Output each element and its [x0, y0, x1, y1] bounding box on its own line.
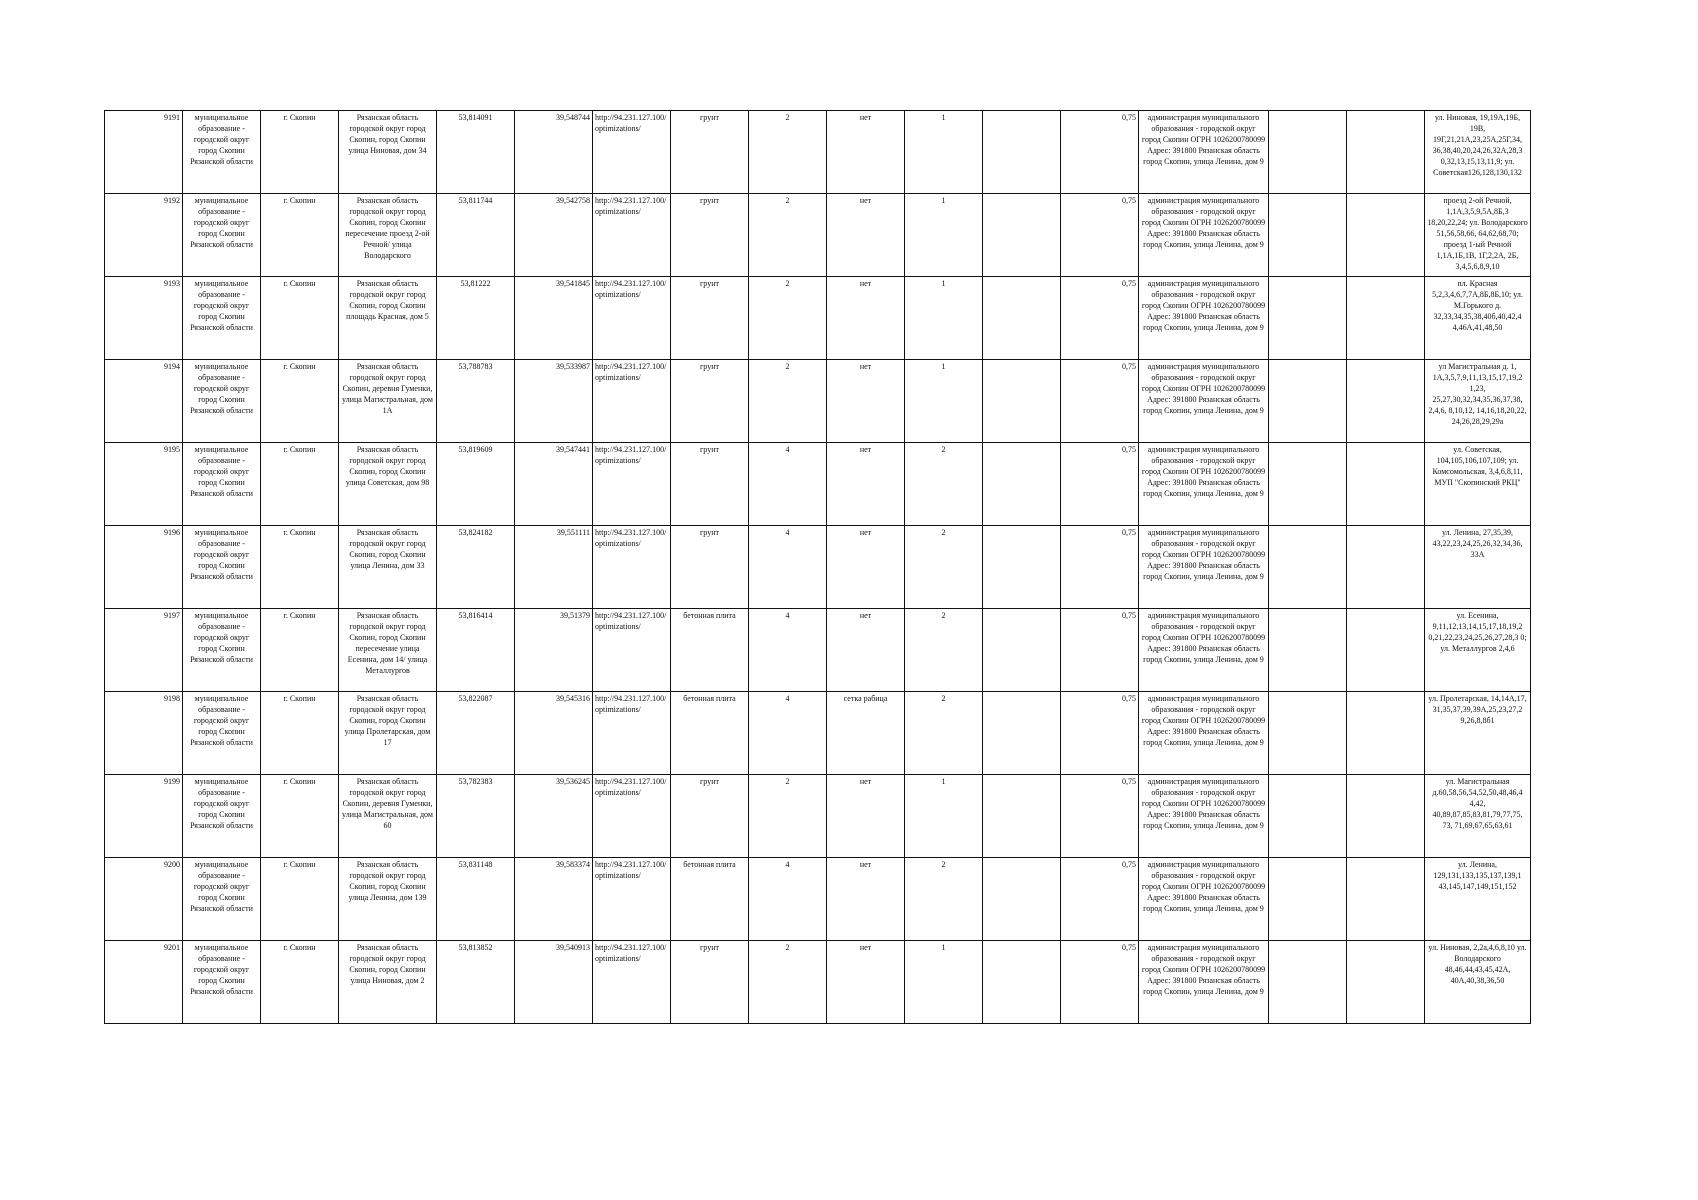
latitude-cell: 53,81222: [437, 277, 515, 360]
container-count-cell: 2: [905, 609, 983, 692]
table-row: [105, 443, 1531, 526]
waste-sites-table: [104, 110, 1531, 1024]
row-number: 9200: [105, 858, 183, 941]
row-number: 9201: [105, 941, 183, 1024]
waste-sources-cell: ул. Ниновая, 19,19А,19Б, 19В, 19Г,21,21А,23,25А,25Г,34, 36,38,40,20,24,26,32А,28,3 0,32,13,15,13,11,9; ул. Советская126,128,130,132: [1425, 111, 1531, 194]
container-count-cell: 2: [905, 692, 983, 775]
container-volume-cell: 0,75: [1061, 775, 1139, 858]
surface-cell: грунт: [671, 941, 749, 1024]
blank-cell: [983, 858, 1061, 941]
table-row: [105, 609, 1531, 692]
container-count-cell: 2: [905, 443, 983, 526]
blank-cell: [1269, 775, 1347, 858]
blank-cell: [1347, 277, 1425, 360]
city-cell: г. Скопин: [261, 443, 339, 526]
latitude-cell: 53,822087: [437, 692, 515, 775]
latitude-cell: 53,782383: [437, 775, 515, 858]
latitude-cell: 53,788783: [437, 360, 515, 443]
blank-cell: [1269, 111, 1347, 194]
row-number: 9199: [105, 775, 183, 858]
container-count-cell: 1: [905, 194, 983, 277]
longitude-cell: 39,542758: [515, 194, 593, 277]
table-row: [105, 775, 1531, 858]
area-cell: 4: [749, 858, 827, 941]
map-link[interactable]: http://94.231.127.100/optimizations/: [593, 775, 671, 858]
operator-cell: администрация муниципального образования - городской округ город Скопин ОГРН 1026200780099 Адрес: 391800 Рязанская область город Скопин, улица Ленина, дом 9: [1139, 941, 1269, 1024]
longitude-cell: 39,545316: [515, 692, 593, 775]
latitude-cell: 53,813852: [437, 941, 515, 1024]
blank-cell: [1347, 941, 1425, 1024]
blank-cell: [1269, 526, 1347, 609]
container-volume-cell: 0,75: [1061, 941, 1139, 1024]
container-count-cell: 2: [905, 526, 983, 609]
waste-sources-cell: проезд 2-ой Речной, 1,1А,3,5,9,5А,8Б,3 18,20,22,24; ул. Володарского 51,56,58,66, 64,62,68,70; проезд 1-ый Речной 1,1А,1Б,1В, 1Г,2,2А, 2Б, 3,4,5,6,8,9,10: [1425, 194, 1531, 277]
blank-cell: [983, 111, 1061, 194]
container-volume-cell: 0,75: [1061, 526, 1139, 609]
operator-cell: администрация муниципального образования - городской округ город Скопин ОГРН 1026200780099 Адрес: 391800 Рязанская область город Скопин, улица Ленина, дом 9: [1139, 775, 1269, 858]
longitude-cell: 39,541845: [515, 277, 593, 360]
blank-cell: [983, 360, 1061, 443]
blank-cell: [1347, 443, 1425, 526]
blank-cell: [1269, 858, 1347, 941]
address-cell: Рязанская область городской округ город Скопин, город Скопин пересечение проезд 2-ой Речной/ улица Володарского: [339, 194, 437, 277]
surface-cell: грунт: [671, 277, 749, 360]
row-number: 9194: [105, 360, 183, 443]
blank-cell: [1269, 194, 1347, 277]
table-row: [105, 277, 1531, 360]
container-volume-cell: 0,75: [1061, 277, 1139, 360]
fence-cell: нет: [827, 526, 905, 609]
latitude-cell: 53,811744: [437, 194, 515, 277]
map-link[interactable]: http://94.231.127.100/optimizations/: [593, 692, 671, 775]
surface-cell: бетонная плита: [671, 609, 749, 692]
waste-sources-cell: ул. Ленина, 27,35,39, 43,22,23,24,25,26,32,34,36, 33А: [1425, 526, 1531, 609]
blank-cell: [1269, 692, 1347, 775]
surface-cell: грунт: [671, 526, 749, 609]
address-cell: Рязанская область городской округ город Скопин, город Скопин улица Пролетарская, дом 17: [339, 692, 437, 775]
blank-cell: [1347, 526, 1425, 609]
area-cell: 2: [749, 111, 827, 194]
area-cell: 2: [749, 775, 827, 858]
area-cell: 2: [749, 277, 827, 360]
waste-sources-cell: ул. Магистральная д.60,58,56,54,52,50,48,46,4 4,42, 40,89,87,85,83,81,79,77,75, 73, 71,69,67,65,63,61: [1425, 775, 1531, 858]
operator-cell: администрация муниципального образования - городской округ город Скопин ОГРН 1026200780099 Адрес: 391800 Рязанская область город Скопин, улица Ленина, дом 9: [1139, 858, 1269, 941]
surface-cell: бетонная плита: [671, 692, 749, 775]
blank-cell: [983, 941, 1061, 1024]
address-cell: Рязанская область городской округ город Скопин, город Скопин улица Ленина, дом 33: [339, 526, 437, 609]
blank-cell: [1269, 277, 1347, 360]
waste-sources-cell: ул. Пролетарская, 14,14А,17, 31,35,37,39,39А,25,23,27,2 9,26,8,8б1: [1425, 692, 1531, 775]
area-cell: 2: [749, 941, 827, 1024]
fence-cell: нет: [827, 858, 905, 941]
blank-cell: [1347, 858, 1425, 941]
blank-cell: [1347, 775, 1425, 858]
table-row: [105, 360, 1531, 443]
city-cell: г. Скопин: [261, 775, 339, 858]
address-cell: Рязанская область городской округ город Скопин, город Скопин улица Ниновая, дом 34: [339, 111, 437, 194]
address-cell: Рязанская область городской округ город Скопин, город Скопин улица Советская, дом 98: [339, 443, 437, 526]
blank-cell: [983, 609, 1061, 692]
blank-cell: [1347, 111, 1425, 194]
container-volume-cell: 0,75: [1061, 111, 1139, 194]
container-volume-cell: 0,75: [1061, 692, 1139, 775]
owner-cell: муниципальное образование - городской округ город Скопин Рязанской области: [183, 609, 261, 692]
blank-cell: [1347, 609, 1425, 692]
fence-cell: нет: [827, 277, 905, 360]
operator-cell: администрация муниципального образования - городской округ город Скопин ОГРН 1026200780099 Адрес: 391800 Рязанская область город Скопин, улица Ленина, дом 9: [1139, 692, 1269, 775]
latitude-cell: 53,819609: [437, 443, 515, 526]
owner-cell: муниципальное образование - городской округ город Скопин Рязанской области: [183, 775, 261, 858]
city-cell: г. Скопин: [261, 941, 339, 1024]
city-cell: г. Скопин: [261, 277, 339, 360]
longitude-cell: 39,51379: [515, 609, 593, 692]
city-cell: г. Скопин: [261, 692, 339, 775]
map-link[interactable]: http://94.231.127.100/optimizations/: [593, 111, 671, 194]
row-number: 9191: [105, 111, 183, 194]
city-cell: г. Скопин: [261, 194, 339, 277]
operator-cell: администрация муниципального образования - городской округ город Скопин ОГРН 1026200780099 Адрес: 391800 Рязанская область город Скопин, улица Ленина, дом 9: [1139, 360, 1269, 443]
longitude-cell: 39,548744: [515, 111, 593, 194]
owner-cell: муниципальное образование - городской округ город Скопин Рязанской области: [183, 194, 261, 277]
row-number: 9196: [105, 526, 183, 609]
operator-cell: администрация муниципального образования - городской округ город Скопин ОГРН 1026200780099 Адрес: 391800 Рязанская область город Скопин, улица Ленина, дом 9: [1139, 111, 1269, 194]
fence-cell: нет: [827, 360, 905, 443]
table-row: [105, 858, 1531, 941]
fence-cell: нет: [827, 111, 905, 194]
owner-cell: муниципальное образование - городской округ город Скопин Рязанской области: [183, 858, 261, 941]
area-cell: 4: [749, 443, 827, 526]
map-link[interactable]: http://94.231.127.100/optimizations/: [593, 360, 671, 443]
latitude-cell: 53,824182: [437, 526, 515, 609]
city-cell: г. Скопин: [261, 858, 339, 941]
fence-cell: нет: [827, 609, 905, 692]
container-volume-cell: 0,75: [1061, 360, 1139, 443]
latitude-cell: 53,814091: [437, 111, 515, 194]
surface-cell: бетонная плита: [671, 858, 749, 941]
blank-cell: [1347, 692, 1425, 775]
longitude-cell: 39,551111: [515, 526, 593, 609]
registry-sheet: [104, 110, 1531, 1024]
city-cell: г. Скопин: [261, 360, 339, 443]
address-cell: Рязанская область городской округ город Скопин, город Скопин пересечение улица Есенина, дом 14/ улица Металлургов: [339, 609, 437, 692]
owner-cell: муниципальное образование - городской округ город Скопин Рязанской области: [183, 941, 261, 1024]
row-number: 9193: [105, 277, 183, 360]
operator-cell: администрация муниципального образования - городской округ город Скопин ОГРН 1026200780099 Адрес: 391800 Рязанская область город Скопин, улица Ленина, дом 9: [1139, 443, 1269, 526]
city-cell: г. Скопин: [261, 526, 339, 609]
longitude-cell: 39,533987: [515, 360, 593, 443]
area-cell: 4: [749, 526, 827, 609]
blank-cell: [983, 443, 1061, 526]
waste-sources-cell: ул. Советская, 104,105,106,107,109; ул. Комсомольская, 3,4,6,8,11, МУП "Скопинский РКЦ": [1425, 443, 1531, 526]
operator-cell: администрация муниципального образования - городской округ город Скопин ОГРН 1026200780099 Адрес: 391800 Рязанская область город Скопин, улица Ленина, дом 9: [1139, 194, 1269, 277]
owner-cell: муниципальное образование - городской округ город Скопин Рязанской области: [183, 443, 261, 526]
map-link[interactable]: http://94.231.127.100/optimizations/: [593, 526, 671, 609]
surface-cell: грунт: [671, 443, 749, 526]
operator-cell: администрация муниципального образования - городской округ город Скопин ОГРН 1026200780099 Адрес: 391800 Рязанская область город Скопин, улица Ленина, дом 9: [1139, 277, 1269, 360]
waste-sources-cell: ул. Ниновая, 2,2а,4,6,8,10 ул. Володарского 48,46,44,43,45,42А, 40А,40,38,36,50: [1425, 941, 1531, 1024]
operator-cell: администрация муниципального образования - городской округ город Скопин ОГРН 1026200780099 Адрес: 391800 Рязанская область город Скопин, улица Ленина, дом 9: [1139, 526, 1269, 609]
latitude-cell: 53,831148: [437, 858, 515, 941]
waste-sources-cell: ул Магистральная д. 1, 1А,3,5,7,9,11,13,15,17,19,2 1,23, 25,27,30,32,34,35,36,37,38, 2,4,6, 8,10,12, 14,16,18,20,22, 24,26,28,29,29а: [1425, 360, 1531, 443]
map-link[interactable]: http://94.231.127.100/optimizations/: [593, 443, 671, 526]
latitude-cell: 53,816414: [437, 609, 515, 692]
blank-cell: [1269, 941, 1347, 1024]
blank-cell: [983, 277, 1061, 360]
row-number: 9192: [105, 194, 183, 277]
table-row: [105, 692, 1531, 775]
container-count-cell: 1: [905, 111, 983, 194]
blank-cell: [1269, 609, 1347, 692]
operator-cell: администрация муниципального образования - городской округ город Скопин ОГРН 1026200780099 Адрес: 391800 Рязанская область город Скопин, улица Ленина, дом 9: [1139, 609, 1269, 692]
blank-cell: [1347, 194, 1425, 277]
map-link[interactable]: http://94.231.127.100/optimizations/: [593, 941, 671, 1024]
table-row: [105, 526, 1531, 609]
table-row: [105, 941, 1531, 1024]
waste-sources-cell: ул. Есенина, 9,11,12,13,14,15,17,18,19,2 0,21,22,23,24,25,26,27,28,3 0; ул. Металлургов 2,4,6: [1425, 609, 1531, 692]
map-link[interactable]: http://94.231.127.100/optimizations/: [593, 277, 671, 360]
blank-cell: [1347, 360, 1425, 443]
container-volume-cell: 0,75: [1061, 194, 1139, 277]
waste-sources-cell: ул. Ленина, 129,131,133,135,137,139,1 43,145,147,149,151,152: [1425, 858, 1531, 941]
longitude-cell: 39,536245: [515, 775, 593, 858]
address-cell: Рязанская область городской округ город Скопин, деревня Гуменки, улица Магистральная, дом 1А: [339, 360, 437, 443]
fence-cell: нет: [827, 443, 905, 526]
container-volume-cell: 0,75: [1061, 609, 1139, 692]
address-cell: Рязанская область городской округ город Скопин, город Скопин улица Ниновая, дом 2: [339, 941, 437, 1024]
owner-cell: муниципальное образование - городской округ город Скопин Рязанской области: [183, 277, 261, 360]
surface-cell: грунт: [671, 194, 749, 277]
map-link[interactable]: http://94.231.127.100/optimizations/: [593, 858, 671, 941]
table-body: [105, 111, 1531, 1024]
area-cell: 4: [749, 609, 827, 692]
row-number: 9195: [105, 443, 183, 526]
longitude-cell: 39,583374: [515, 858, 593, 941]
blank-cell: [983, 692, 1061, 775]
area-cell: 2: [749, 194, 827, 277]
area-cell: 4: [749, 692, 827, 775]
table-row: [105, 194, 1531, 277]
fence-cell: сетка рабица: [827, 692, 905, 775]
blank-cell: [1269, 443, 1347, 526]
container-count-cell: 1: [905, 775, 983, 858]
row-number: 9197: [105, 609, 183, 692]
fence-cell: нет: [827, 775, 905, 858]
surface-cell: грунт: [671, 360, 749, 443]
address-cell: Рязанская область городской округ город Скопин, деревня Гуменки, улица Магистральная, дом 60: [339, 775, 437, 858]
fence-cell: нет: [827, 194, 905, 277]
row-number: 9198: [105, 692, 183, 775]
blank-cell: [983, 194, 1061, 277]
map-link[interactable]: http://94.231.127.100/optimizations/: [593, 194, 671, 277]
owner-cell: муниципальное образование - городской округ город Скопин Рязанской области: [183, 692, 261, 775]
container-volume-cell: 0,75: [1061, 858, 1139, 941]
waste-sources-cell: пл. Красная 5,2,3,4,6,7,7А,8Б,8Б,10; ул. М.Горького д. 32,33,34,35,38,40б,40,42,4 4,46А,41,48,50: [1425, 277, 1531, 360]
address-cell: Рязанская область городской округ город Скопин, город Скопин улица Ленина, дом 139: [339, 858, 437, 941]
map-link[interactable]: http://94.231.127.100/optimizations/: [593, 609, 671, 692]
fence-cell: нет: [827, 941, 905, 1024]
table-row: [105, 111, 1531, 194]
city-cell: г. Скопин: [261, 609, 339, 692]
owner-cell: муниципальное образование - городской округ город Скопин Рязанской области: [183, 111, 261, 194]
area-cell: 2: [749, 360, 827, 443]
blank-cell: [983, 526, 1061, 609]
longitude-cell: 39,540913: [515, 941, 593, 1024]
owner-cell: муниципальное образование - городской округ город Скопин Рязанской области: [183, 360, 261, 443]
surface-cell: грунт: [671, 111, 749, 194]
container-count-cell: 1: [905, 360, 983, 443]
container-volume-cell: 0,75: [1061, 443, 1139, 526]
address-cell: Рязанская область городской округ город Скопин, город Скопин площадь Красная, дом 5: [339, 277, 437, 360]
container-count-cell: 2: [905, 858, 983, 941]
container-count-cell: 1: [905, 277, 983, 360]
city-cell: г. Скопин: [261, 111, 339, 194]
owner-cell: муниципальное образование - городской округ город Скопин Рязанской области: [183, 526, 261, 609]
container-count-cell: 1: [905, 941, 983, 1024]
longitude-cell: 39,547441: [515, 443, 593, 526]
blank-cell: [1269, 360, 1347, 443]
surface-cell: грунт: [671, 775, 749, 858]
blank-cell: [983, 775, 1061, 858]
